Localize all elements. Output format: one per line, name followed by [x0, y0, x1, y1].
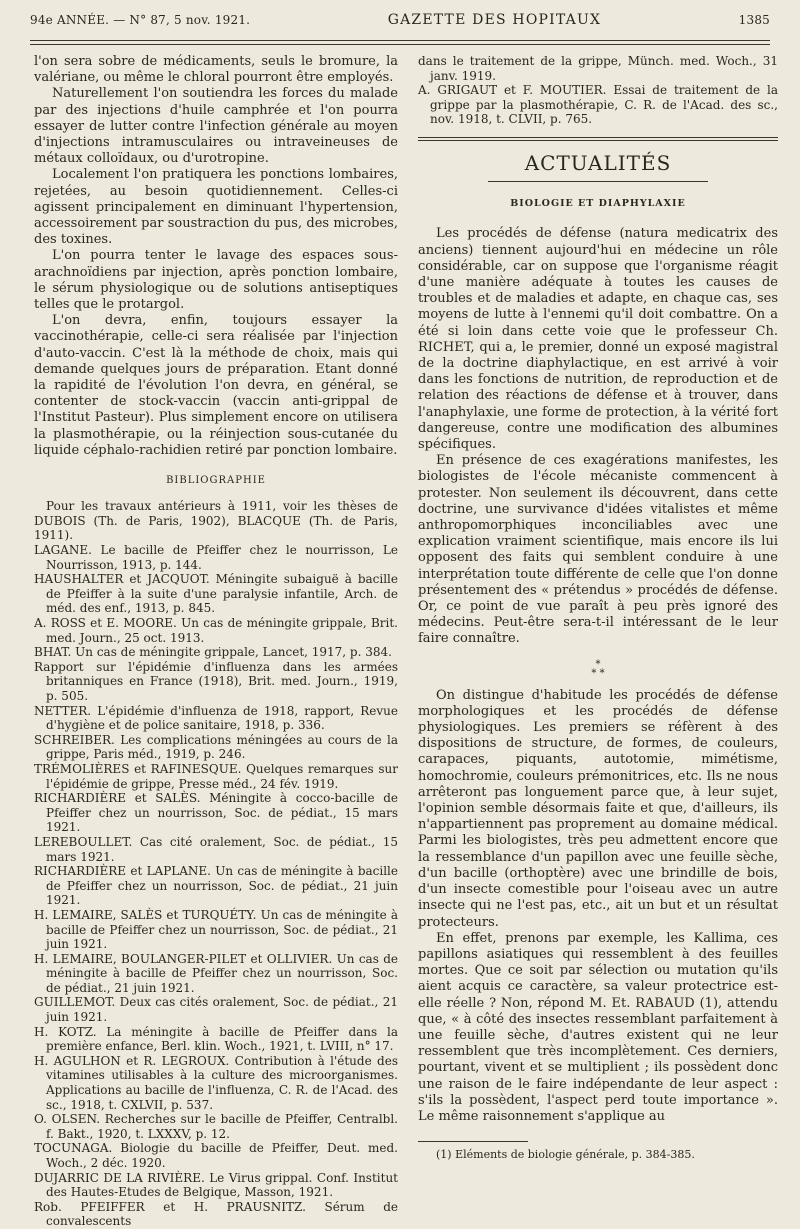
bibliography-entry: HAUSHALTER et JACQUOT. Méningite subaiguë à bacille de Pfeiffer à la suite d'une paralysie infantile, Arch. de méd. des enf., 1913, p. 845. [34, 572, 398, 616]
footnote: (1) Eléments de biologie générale, p. 384-385. [436, 1148, 695, 1162]
bibliography [34, 499, 398, 1229]
bibliography-entry: RICHARDIÈRE et SALÈS. Méningite à cocco-bacille de Pfeiffer chez un nourrisson, Soc. de pédiat., 15 mars 1921. [34, 791, 398, 835]
paragraph: Les procédés de défense (natura medicatrix des anciens) tiennent aujourd'hui en médecine un rôle considérable, car on suppose que l'organisme réagit d'une manière adéquate à toutes les causes de troubles et de maladies et adapte, en chaque cas, ses moyens de lutte à l'ennemi qu'il doit combattre. On a été si loin dans cette voie que le professeur Ch. RICHET, qui a, le premier, donné un exposé magistral de la doctrine diaphylactique, en est arrivé à voir dans les fonctions de nutrition, de reproduction et de relation des réactions de défense et à trouver, dans l'anaphylaxie, une forme de protection, à la vérité fort dangereuse, contre une modification des albumines spécifiques. [418, 226, 778, 453]
subsection-title: BIOLOGIE ET DIAPHYLAXIE [510, 198, 686, 210]
paragraph: L'on pourra tenter le lavage des espaces sous-arachnoïdiens par injection, après ponction lombaire, le sérum physiologique ou de solutions antiseptiques telles que le protargol. [34, 248, 398, 313]
bibliography-entry: RICHARDIÈRE et LAPLANE. Un cas de méningite à bacille de Pfeiffer chez un nourrisson, Soc. de pédiat., 21 juin 1921. [34, 864, 398, 908]
header-rule-2 [30, 44, 770, 45]
bibliography-entry: LAGANE. Le bacille de Pfeiffer chez le nourrisson, Le Nourrisson, 1913, p. 144. [34, 543, 398, 572]
section-title: ACTUALITÉS [524, 150, 672, 175]
bibliography-entry: NETTER. L'épidémie d'influenza de 1918, rapport, Revue d'hygiène et de police sanitaire, 1918, p. 336. [34, 703, 398, 733]
paragraph: Naturellement l'on soutiendra les forces du malade par des injections d'huile camphrée et l'on pourra essayer de lutter contre l'infection générale au moyen d'injections intramusculaires ou intraveineuses de métaux colloïdaux, ou d'urotropine. [34, 86, 398, 167]
section-rule [418, 137, 778, 138]
bibliography-entry: TRÉMOLIÈRES et RAFINESQUE. Quelques remarques sur l'épidémie de grippe, Presse méd., 24 fév. 1919. [34, 761, 398, 791]
bibliography-entry: BHAT. Un cas de méningite grippale, Lancet, 1917, p. 384. [34, 645, 392, 660]
paragraph: On distingue d'habitude les procédés de défense morphologiques et les procédés de défense physiologiques. Les premiers se réfèrent à des dispositions de structure, de formes, de couleurs, carapaces, piquants, autotomie, mimétisme, homochromie, couleurs prémonitrices, etc. Ils ne nous arrêteront pas longuement parce que, à leur sujet, l'opinion semble désormais faite et que, d'ailleurs, ils n'appartiennent pas proprement au domaine médical. Parmi les biologistes, très peu admettent encore que la ressemblance d'un papillon avec une feuille sèche, d'un bacille (orthoptère) avec une brindille de bois, d'un insecte comestible pour l'oiseau avec un autre insecte qui ne l'est pas, etc., ait un but et un résultat protecteurs. [418, 687, 778, 930]
paragraph: Localement l'on pratiquera les ponctions lombaires, rejetées, au besoin quotidiennement. Celles-ci agissent principalement en diminuant l'hypertension, accessoirement par soustraction du pus, des microbes, des toxines. [34, 167, 398, 248]
paragraph: En présence de ces exagérations manifestes, les biologistes de l'école mécaniste commencent à protester. Non seulement ils découvrent, dans cette doctrine, une survivance d'idées vitalistes et même anthropomorphiques inconciliables avec une explication vraiment scientifique, mais encore ils lui opposent des faits qui semblent conduire à une interprétation toute différente de celle que l'on donne présentement des « prétendus » procédés de défense. Or, ce point de vue paraît à peu près ignoré des médecins. Peut-être sera-t-il intéressant de le leur faire connaître. [418, 453, 778, 647]
header-rule [30, 40, 770, 41]
separator-stars: * * [591, 667, 605, 679]
bibliography-entry: dans le traitement de la grippe, Münch. med. Woch., 31 janv. 1919. [418, 54, 778, 83]
paragraph: l'on sera sobre de médicaments, seuls le bromure, la valériane, ou même le chloral pourront être employés. [34, 54, 398, 86]
bibliography-entry: SCHREIBER. Les complications méningées au cours de la grippe, Paris méd., 1919, p. 246. [34, 732, 398, 762]
bibliography-entry: Pour les travaux antérieurs à 1911, voir les thèses de DUBOIS (Th. de Paris, 1902), BLACQUE (Th. de Paris, 1911). [34, 499, 398, 543]
bibliography-entry: Rapport sur l'épidémie d'influenza dans les armées britanniques en France (1918), Brit. med. Journ., 1919, p. 505. [34, 659, 398, 703]
section-rule-2 [418, 140, 778, 141]
bibliography-entry: Rob. PFEIFFER et H. PRAUSNITZ. Sérum de convalescents [34, 1199, 398, 1229]
journal-title: GAZETTE DES HOPITAUX [387, 12, 602, 28]
bibliography-entry: A. GRIGAUT et F. MOUTIER. Essai de traitement de la grippe par la plasmothérapie, C. R. de l'Acad. des sc., nov. 1918, t. CLVII, p. 765. [418, 83, 778, 127]
separator-star: * [595, 658, 601, 670]
bibliography-entry: GUILLEMOT. Deux cas cités oralement, Soc. de pédiat., 21 juin 1921. [34, 995, 398, 1025]
bibliography-continued [418, 54, 778, 127]
bibliography-entry: DUJARRIC DE LA RIVIÈRE. Le Virus grippal. Conf. Institut des Hautes-Etudes de Belgique, Masson, 1921. [34, 1170, 398, 1200]
bibliography-entry: O. OLSEN. Recherches sur le bacille de Pfeiffer, Centralbl. f. Bakt., 1920, t. LXXXV, p. 12. [34, 1112, 398, 1141]
bibliography-entry: H. KOTZ. La méningite à bacille de Pfeiffer dans la première enfance, Berl. klin. Woch., 1921, t. LVIII, n° 17. [34, 1024, 398, 1054]
bibliography-entry: TOCUNAGA. Biologie du bacille de Pfeiffer, Deut. med. Woch., 2 déc. 1920. [34, 1141, 398, 1170]
bibliography-entry: H. AGULHON et R. LEGROUX. Contribution à l'étude des vitamines utilisables à la culture des microorganismes. Applications au bacille de l'influenza, C. R. de l'Acad. des sc., 1918, t. CXLVII, p. 537. [34, 1053, 398, 1112]
bibliography-entry: H. LEMAIRE, BOULANGER-PILET et OLLIVIER. Un cas de méningite à bacille de Pfeiffer chez un nourrisson, Soc. de pédiat., 21 juin 1921. [34, 951, 398, 995]
bibliography-entry: A. ROSS et E. MOORE. Un cas de méningite grippale, Brit. med. Journ., 25 oct. 1913. [34, 616, 398, 645]
bibliography-entry: LEREBOULLET. Cas cité oralement, Soc. de pédiat., 15 mars 1921. [34, 834, 398, 864]
left-column [34, 54, 398, 1229]
section-separator [418, 660, 778, 678]
bibliography-heading: BIBLIOGRAPHIE [166, 475, 266, 487]
footnote-rule [418, 1141, 528, 1142]
paragraph: L'on devra, enfin, toujours essayer la vaccinothérapie, celle-ci sera réalisée par l'injection d'auto-vaccin. C'est là la méthode de choix, mais qui demande quelques jours de préparation. Etant donné la rapidité de l'évolution l'on devra, en général, se contenter de stock-vaccin (vaccin anti-grippal de l'Institut Pasteur). Plus simplement encore on utilisera la plasmothérapie, ou la réinjection sous-cutanée du liquide céphalo-rachidien retiré par ponction lombaire. [34, 313, 398, 458]
issue-info: 94e ANNÉE. — N° 87, 5 nov. 1921. [30, 13, 251, 27]
page-number: 1385 [738, 13, 770, 27]
title-underline [488, 181, 708, 182]
bibliography-entry: H. LEMAIRE, SALÈS et TURQUÉTY. Un cas de méningite à bacille de Pfeiffer chez un nourrisson, Soc. de pédiat., 21 juin 1921. [34, 907, 398, 952]
paragraph: En effet, prenons par exemple, les Kallima, ces papillons asiatiques qui ressemblent à des feuilles mortes. Que ce soit par sélection ou mutation qu'ils aient acquis ce caractère, sa valeur protectrice est-elle réelle ? Non, répond M. Et. RABAUD (1), attendu que, « à côté des insectes ressemblant parfaitement à une feuille sèche, d'autres existent qui ne leur ressemblent que très incomplètement. Ces derniers, pourtant, vivent et se multiplient ; ils possèdent donc une raison de le faire indépendante de leur aspect : s'ils la possèdent, l'aspect perd toute importance ». Le même raisonnement s'applique au [418, 930, 778, 1124]
page-header [30, 12, 770, 34]
right-column [418, 54, 778, 1161]
